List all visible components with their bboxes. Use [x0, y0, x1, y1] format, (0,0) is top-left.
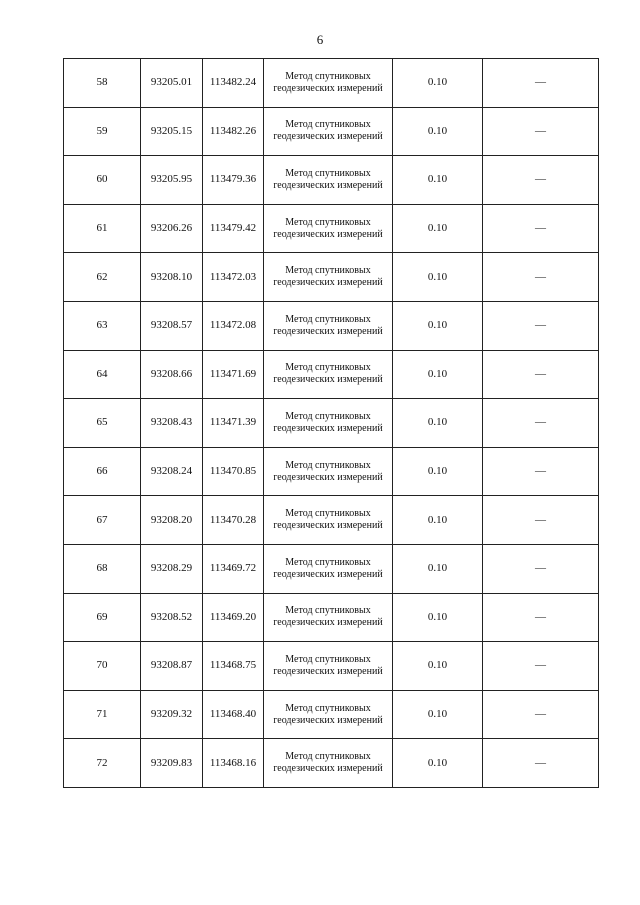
y-coordinate-cell: 113468.40	[203, 690, 264, 739]
method-text: Метод спутниковых геодезических измерений	[273, 265, 383, 289]
point-number-cell: 70	[64, 642, 141, 691]
method-cell	[264, 107, 393, 156]
accuracy-cell: 0.10	[393, 496, 483, 545]
method-cell	[264, 301, 393, 350]
accuracy-cell: 0.10	[393, 253, 483, 302]
y-coordinate-cell: 113479.42	[203, 204, 264, 253]
method-cell	[264, 447, 393, 496]
note-cell: —	[483, 496, 599, 545]
method-cell	[264, 690, 393, 739]
accuracy-cell: 0.10	[393, 690, 483, 739]
accuracy-cell: 0.10	[393, 447, 483, 496]
x-coordinate-cell: 93208.66	[141, 350, 203, 399]
note-cell: —	[483, 642, 599, 691]
method-text: Метод спутниковых геодезических измерений	[273, 508, 383, 532]
method-cell	[264, 350, 393, 399]
point-number-cell: 62	[64, 253, 141, 302]
y-coordinate-cell: 113471.39	[203, 399, 264, 448]
method-cell	[264, 544, 393, 593]
table-row	[64, 156, 599, 205]
accuracy-cell: 0.10	[393, 739, 483, 788]
method-text: Метод спутниковых геодезических измерений	[273, 556, 383, 580]
method-text: Метод спутниковых геодезических измерений	[273, 410, 383, 434]
method-text: Метод спутниковых геодезических измерений	[273, 362, 383, 386]
table-row	[64, 59, 599, 108]
x-coordinate-cell: 93208.20	[141, 496, 203, 545]
accuracy-cell: 0.10	[393, 593, 483, 642]
note-cell: —	[483, 107, 599, 156]
method-text: Метод спутниковых геодезических измерений	[273, 119, 383, 143]
point-number-cell: 66	[64, 447, 141, 496]
table-row	[64, 399, 599, 448]
x-coordinate-cell: 93208.24	[141, 447, 203, 496]
y-coordinate-cell: 113482.26	[203, 107, 264, 156]
note-cell: —	[483, 690, 599, 739]
point-number-cell: 68	[64, 544, 141, 593]
y-coordinate-cell: 113472.08	[203, 301, 264, 350]
x-coordinate-cell: 93206.26	[141, 204, 203, 253]
table-row	[64, 301, 599, 350]
method-text: Метод спутниковых геодезических измерений	[273, 751, 383, 775]
y-coordinate-cell: 113482.24	[203, 59, 264, 108]
method-cell	[264, 739, 393, 788]
x-coordinate-cell: 93208.43	[141, 399, 203, 448]
method-text: Метод спутниковых геодезических измерений	[273, 459, 383, 483]
point-number-cell: 71	[64, 690, 141, 739]
method-cell	[264, 399, 393, 448]
method-cell	[264, 496, 393, 545]
y-coordinate-cell: 113468.16	[203, 739, 264, 788]
accuracy-cell: 0.10	[393, 204, 483, 253]
accuracy-cell: 0.10	[393, 399, 483, 448]
note-cell: —	[483, 350, 599, 399]
method-text: Метод спутниковых геодезических измерений	[273, 313, 383, 337]
y-coordinate-cell: 113469.20	[203, 593, 264, 642]
note-cell: —	[483, 59, 599, 108]
table-row	[64, 739, 599, 788]
note-cell: —	[483, 156, 599, 205]
x-coordinate-cell: 93208.57	[141, 301, 203, 350]
y-coordinate-cell: 113470.28	[203, 496, 264, 545]
point-number-cell: 63	[64, 301, 141, 350]
table-row	[64, 253, 599, 302]
point-number-cell: 58	[64, 59, 141, 108]
x-coordinate-cell: 93209.83	[141, 739, 203, 788]
accuracy-cell: 0.10	[393, 642, 483, 691]
y-coordinate-cell: 113468.75	[203, 642, 264, 691]
accuracy-cell: 0.10	[393, 59, 483, 108]
y-coordinate-cell: 113472.03	[203, 253, 264, 302]
table-row	[64, 107, 599, 156]
note-cell: —	[483, 593, 599, 642]
method-text: Метод спутниковых геодезических измерений	[273, 605, 383, 629]
method-text: Метод спутниковых геодезических измерений	[273, 216, 383, 240]
table-row	[64, 642, 599, 691]
note-cell: —	[483, 739, 599, 788]
x-coordinate-cell: 93205.15	[141, 107, 203, 156]
coordinates-table	[63, 58, 599, 788]
y-coordinate-cell: 113469.72	[203, 544, 264, 593]
page-number: 6	[316, 32, 324, 47]
point-number-cell: 69	[64, 593, 141, 642]
x-coordinate-cell: 93208.87	[141, 642, 203, 691]
accuracy-cell: 0.10	[393, 350, 483, 399]
accuracy-cell: 0.10	[393, 544, 483, 593]
accuracy-cell: 0.10	[393, 107, 483, 156]
point-number-cell: 72	[64, 739, 141, 788]
table-row	[64, 350, 599, 399]
method-text: Метод спутниковых геодезических измерений	[273, 702, 383, 726]
table-row	[64, 204, 599, 253]
method-cell	[264, 642, 393, 691]
method-cell	[264, 253, 393, 302]
table-row	[64, 544, 599, 593]
note-cell: —	[483, 399, 599, 448]
point-number-cell: 65	[64, 399, 141, 448]
table-row	[64, 690, 599, 739]
method-cell	[264, 204, 393, 253]
y-coordinate-cell: 113471.69	[203, 350, 264, 399]
accuracy-cell: 0.10	[393, 301, 483, 350]
x-coordinate-cell: 93205.95	[141, 156, 203, 205]
table-row	[64, 593, 599, 642]
coordinates-table-body	[64, 59, 599, 788]
method-text: Метод спутниковых геодезических измерений	[273, 70, 383, 94]
y-coordinate-cell: 113479.36	[203, 156, 264, 205]
point-number-cell: 67	[64, 496, 141, 545]
x-coordinate-cell: 93208.10	[141, 253, 203, 302]
y-coordinate-cell: 113470.85	[203, 447, 264, 496]
x-coordinate-cell: 93208.29	[141, 544, 203, 593]
point-number-cell: 64	[64, 350, 141, 399]
method-text: Метод спутниковых геодезических измерений	[273, 167, 383, 191]
x-coordinate-cell: 93205.01	[141, 59, 203, 108]
method-cell	[264, 593, 393, 642]
point-number-cell: 60	[64, 156, 141, 205]
x-coordinate-cell: 93209.32	[141, 690, 203, 739]
point-number-cell: 59	[64, 107, 141, 156]
method-cell	[264, 156, 393, 205]
x-coordinate-cell: 93208.52	[141, 593, 203, 642]
method-text: Метод спутниковых геодезических измерений	[273, 653, 383, 677]
note-cell: —	[483, 204, 599, 253]
note-cell: —	[483, 544, 599, 593]
method-cell	[264, 59, 393, 108]
note-cell: —	[483, 253, 599, 302]
note-cell: —	[483, 301, 599, 350]
accuracy-cell: 0.10	[393, 156, 483, 205]
table-row	[64, 447, 599, 496]
table-row	[64, 496, 599, 545]
point-number-cell: 61	[64, 204, 141, 253]
note-cell: —	[483, 447, 599, 496]
